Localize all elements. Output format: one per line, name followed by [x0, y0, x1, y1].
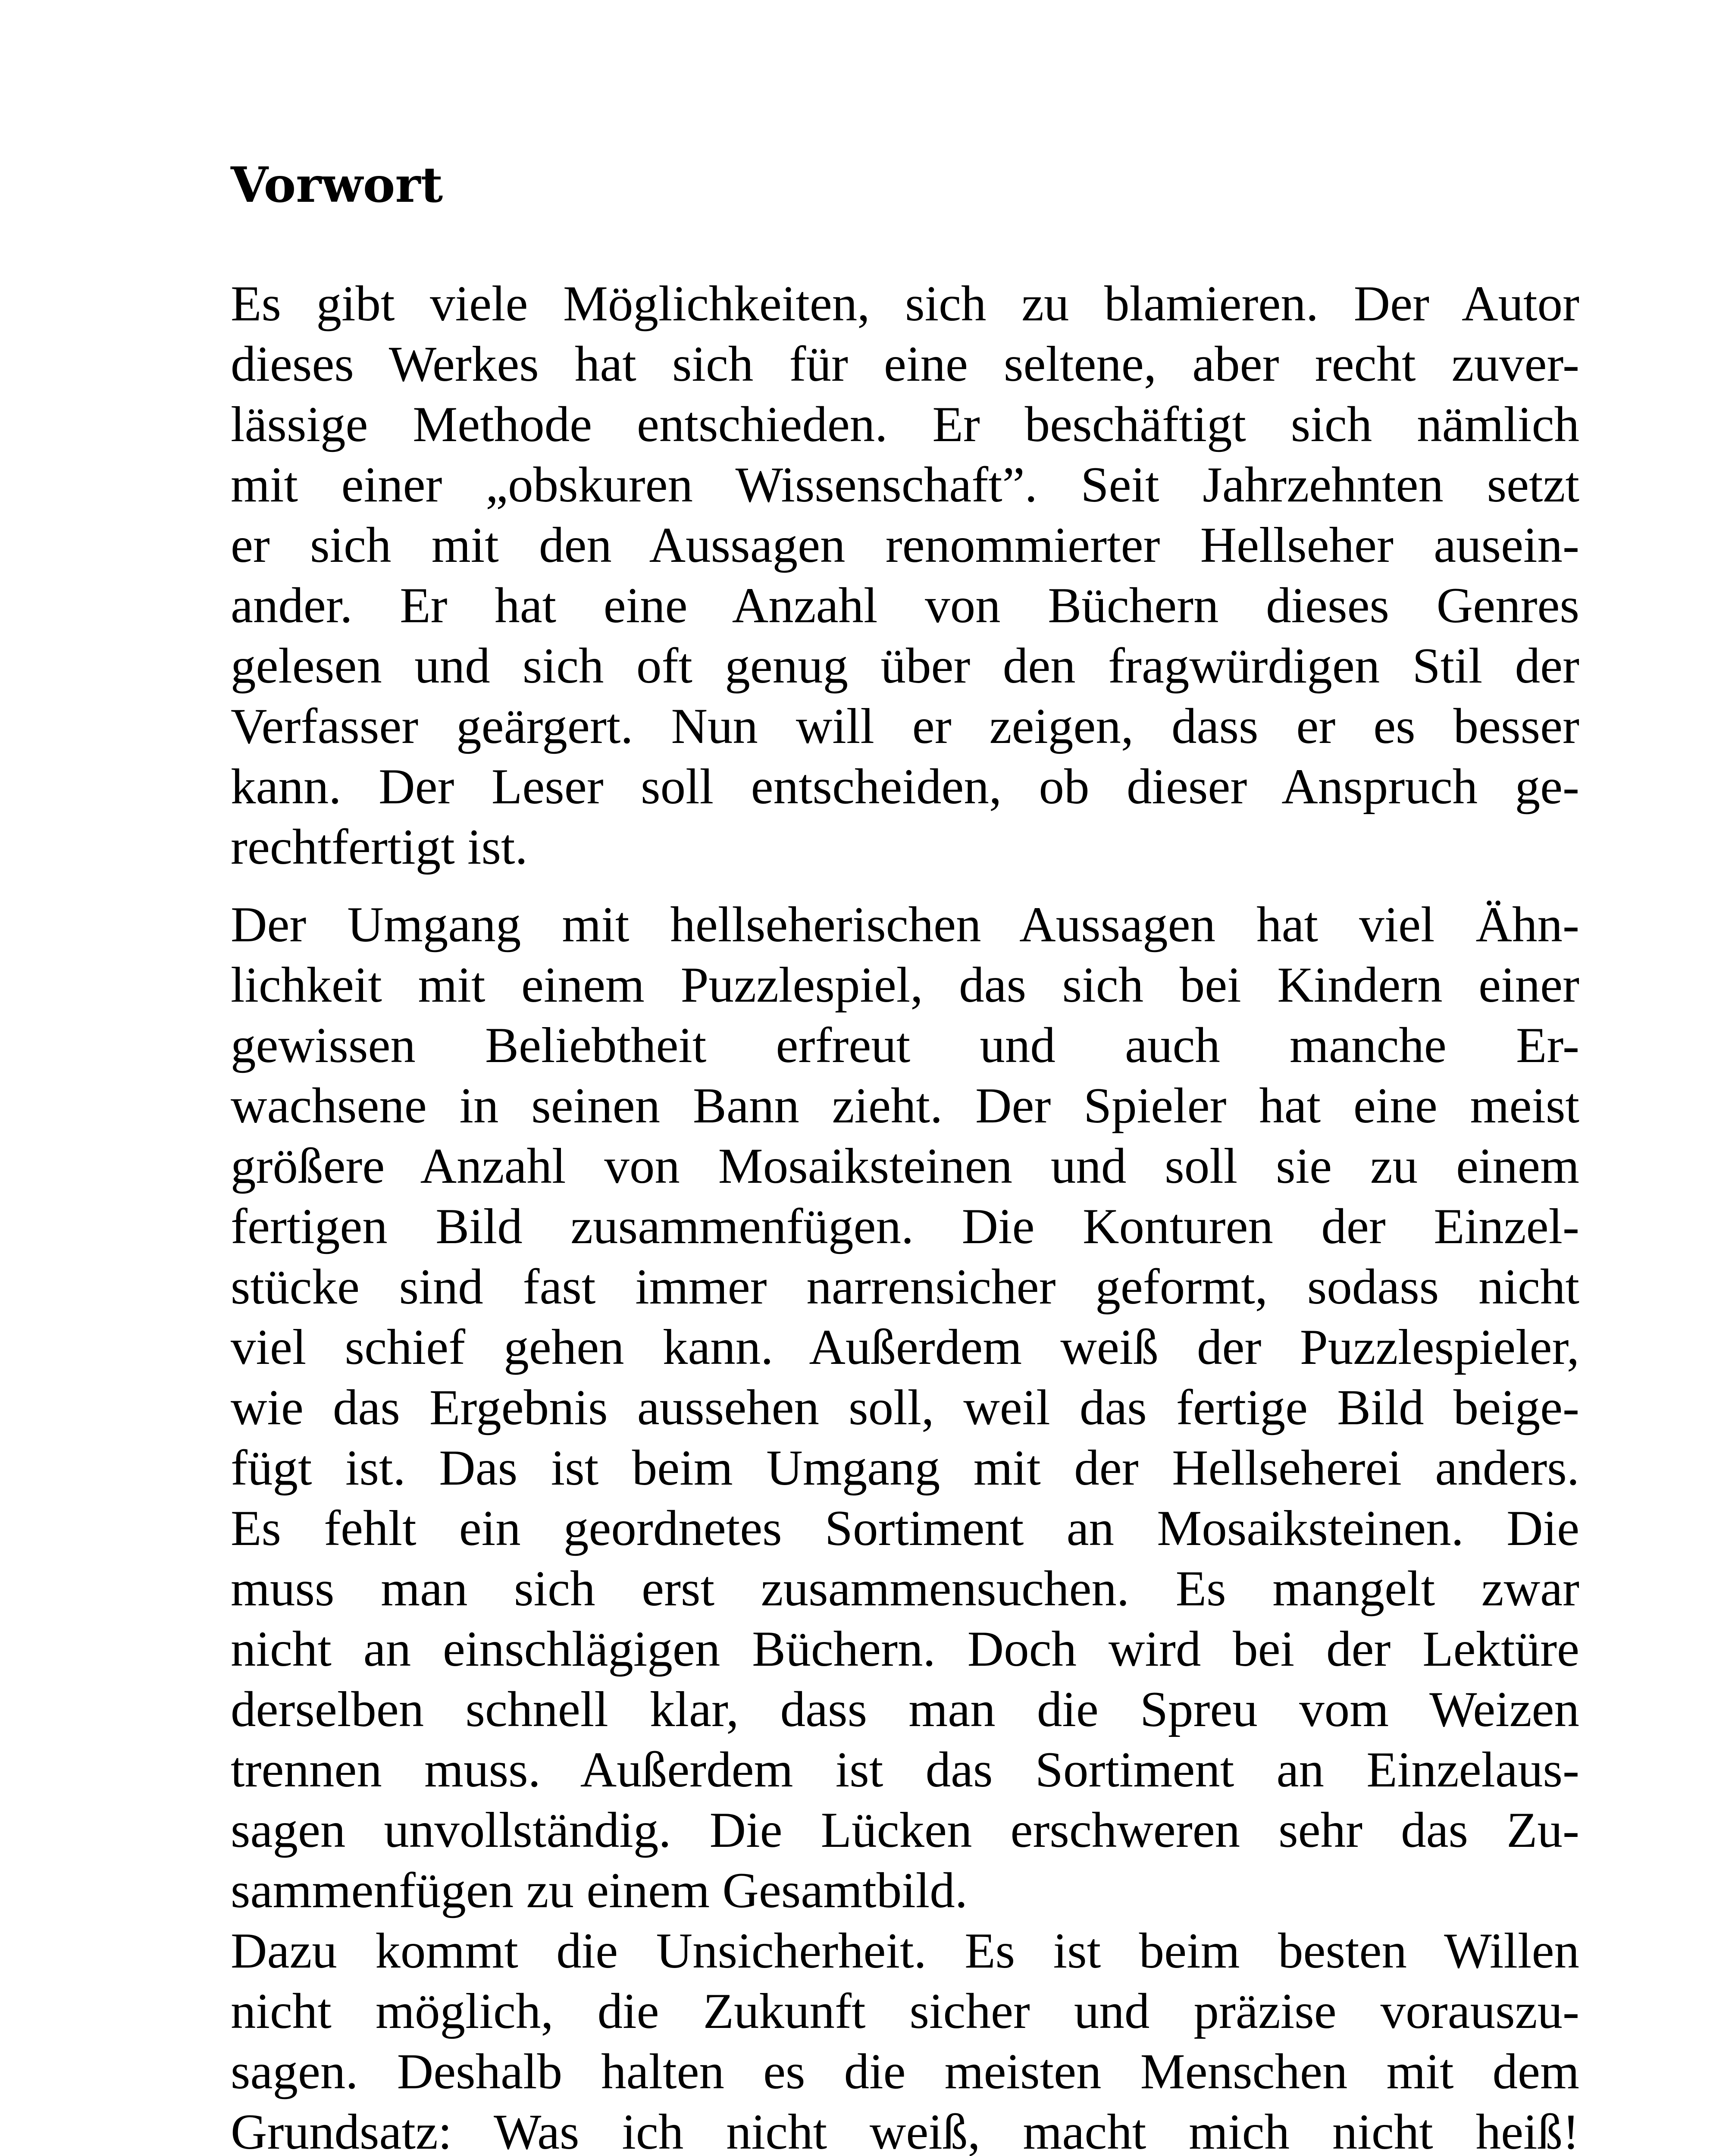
text-line: stücke sind fast immer narrensicher geformt, sodass nicht	[231, 1259, 1579, 1315]
text-line: muss man sich erst zusammensuchen. Es mangelt zwar	[231, 1561, 1579, 1617]
text-line: Verfasser geärgert. Nun will er zeigen, dass er es besser	[231, 699, 1579, 754]
text-line: lichkeit mit einem Puzzlespiel, das sich bei Kindern einer	[231, 957, 1579, 1013]
text-line: gewissen Beliebtheit erfreut und auch manche Er-	[231, 1018, 1579, 1073]
text-line: rechtfertigt ist.	[231, 819, 528, 875]
text-line: trennen muss. Außerdem ist das Sortiment an Einzelaus-	[231, 1742, 1579, 1798]
text-line: Dazu kommt die Unsicherheit. Es ist beim besten Willen	[231, 1923, 1579, 1979]
text-line: mit einer „obskuren Wissenschaft”. Seit Jahrzehnten setzt	[231, 457, 1579, 513]
text-line: nicht möglich, die Zukunft sicher und präzise vorauszu-	[231, 1984, 1579, 2039]
text-line: dieses Werkes hat sich für eine seltene, aber recht zuver-	[231, 336, 1579, 392]
text-line: lässige Methode entschieden. Er beschäftigt sich nämlich	[231, 397, 1579, 452]
text-line: wie das Ergebnis aussehen soll, weil das fertige Bild beige-	[231, 1380, 1579, 1435]
chapter-heading: Vorwort	[231, 157, 443, 213]
text-line: ander. Er hat eine Anzahl von Büchern dieses Genres	[231, 578, 1579, 633]
text-line: gelesen und sich oft genug über den fragwürdigen Stil der	[231, 638, 1579, 694]
text-line: er sich mit den Aussagen renommierter Hellseher ausein-	[231, 517, 1579, 573]
text-line: nicht an einschlägigen Büchern. Doch wird bei der Lektüre	[231, 1621, 1579, 1677]
text-line: Grundsatz: Was ich nicht weiß, macht mich nicht heiß!	[231, 2104, 1579, 2156]
text-line: Der Umgang mit hellseherischen Aussagen hat viel Ähn-	[231, 897, 1579, 953]
paragraph-1	[231, 274, 1579, 877]
text-line: derselben schnell klar, dass man die Spreu vom Weizen	[231, 1682, 1579, 1737]
text-line: kann. Der Leser soll entscheiden, ob dieser Anspruch ge-	[231, 759, 1579, 815]
text-line: sagen. Deshalb halten es die meisten Menschen mit dem	[231, 2044, 1579, 2100]
text-line: Es fehlt ein geordnetes Sortiment an Mosaiksteinen. Die	[231, 1501, 1579, 1556]
text-line: fertigen Bild zusammenfügen. Die Konturen der Einzel-	[231, 1199, 1579, 1254]
paragraph-3	[231, 1921, 1579, 2156]
text-line: sagen unvollständig. Die Lücken erschweren sehr das Zu-	[231, 1802, 1579, 1858]
text-line: viel schief gehen kann. Außerdem weiß der Puzzlespieler,	[231, 1319, 1579, 1375]
paragraph-2	[231, 895, 1579, 1921]
text-line: Es gibt viele Möglichkeiten, sich zu blamieren. Der Autor	[231, 276, 1579, 332]
text-line: sammenfügen zu einem Gesamtbild.	[231, 1863, 968, 1918]
text-line: fügt ist. Das ist beim Umgang mit der Hellseherei anders.	[231, 1440, 1579, 1496]
text-line: wachsene in seinen Bann zieht. Der Spieler hat eine meist	[231, 1078, 1579, 1134]
text-line: größere Anzahl von Mosaiksteinen und soll sie zu einem	[231, 1138, 1579, 1194]
